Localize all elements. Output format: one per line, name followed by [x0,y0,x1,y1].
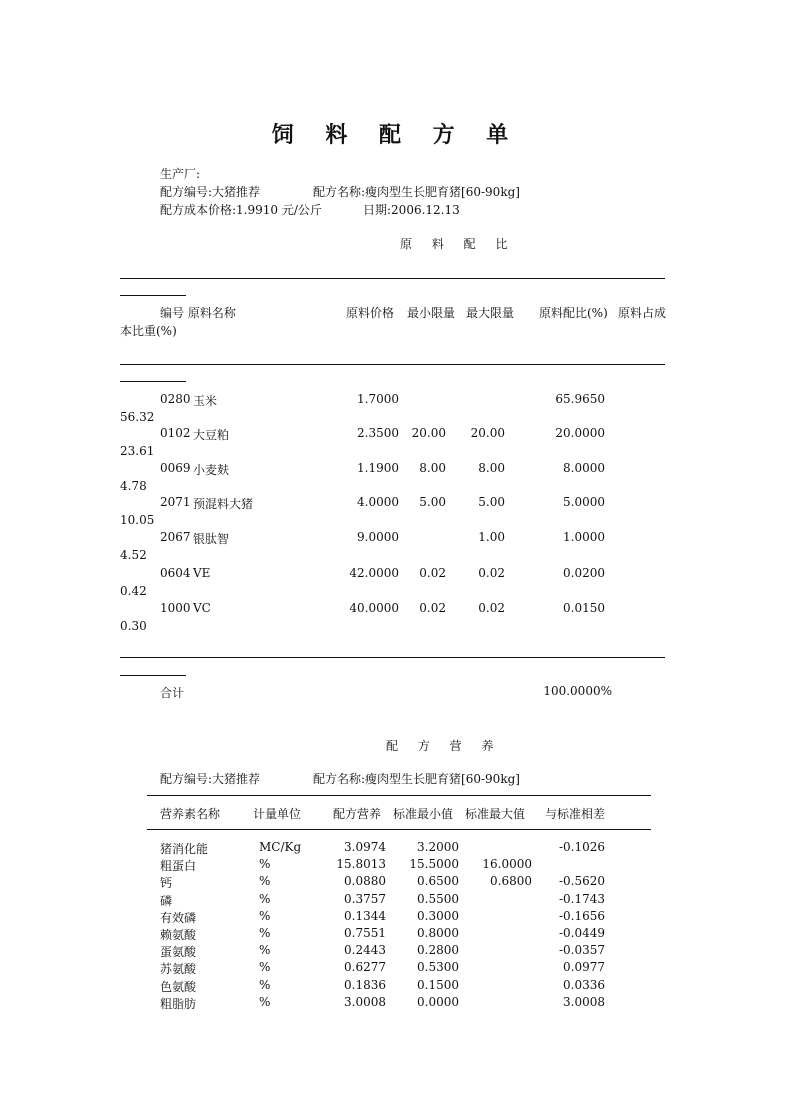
ingredient-code: 1000 [160,601,191,615]
divider [120,381,186,382]
col-std-max: 标准最大值 [465,807,526,821]
nutrient-unit: % [259,943,271,958]
nutrient-value: 3.0974 [344,840,386,854]
nutrient-unit: % [259,857,271,872]
nutrient-std-min: 0.0000 [417,994,459,1009]
nutrient-std-min: 0.1500 [417,977,459,992]
nutrient-std-min: 0.6500 [417,874,459,889]
ingredient-price: 2.3500 [357,426,399,440]
ingredient-max: 1.00 [478,530,505,544]
ingredient-cost-share: 4.78 [120,479,147,493]
divider [120,295,186,296]
nutrient-unit: % [259,891,271,906]
nutrient-std-min: 0.2800 [417,943,459,958]
nutrient-unit: % [259,874,271,889]
nutrient-value: 0.7551 [344,926,386,940]
ingredient-min: 0.02 [419,566,446,580]
nutrient-std-min: 15.5000 [409,857,459,872]
ingredient-name: 玉米 [193,394,218,408]
divider [147,829,651,830]
formula-date: 日期:2006.12.13 [363,203,460,217]
nutrient-diff: -0.5620 [558,874,605,889]
ingredient-code: 2071 [160,495,191,509]
nutrient-unit: % [259,994,271,1009]
divider [120,278,665,279]
ingredient-price: 40.0000 [349,601,399,615]
ingredient-cost-share: 23.61 [120,444,155,458]
nutrient-name: 色氨酸 [160,979,197,994]
ingredient-min: 8.00 [419,461,446,475]
ingredient-min: 5.00 [419,495,446,509]
nutrient-diff: 0.0977 [563,960,605,975]
col-price: 原料价格 [346,306,395,320]
nutrient-unit: MC/Kg [259,840,302,854]
nutrient-value: 0.3757 [344,891,386,906]
ingredient-name: 银肽智 [193,532,230,546]
nutrient-name: 粗蛋白 [160,859,197,874]
ingredient-price: 1.1900 [357,461,399,475]
col-min: 最小限量 [407,306,456,320]
total-value: 100.0000% [543,684,612,698]
col-nutrient-name: 营养素名称 [160,807,221,821]
nutrient-unit: % [259,977,271,992]
ingredient-price: 9.0000 [357,530,399,544]
nutrient-name: 蛋氨酸 [160,945,197,960]
ingredient-price: 1.7000 [357,392,399,406]
col-cost-share-cont: 本比重(%) [120,324,177,338]
col-std-min: 标准最小值 [393,807,454,821]
nutrient-name: 猪消化能 [160,842,209,856]
nutrient-name: 磷 [160,893,173,908]
ingredient-max: 0.02 [478,601,505,615]
col-cost-share: 原料占成 [618,306,667,320]
divider [147,795,651,796]
total-label: 合计 [160,686,185,700]
ingredient-price: 42.0000 [349,566,399,580]
ingredient-min: 20.00 [411,426,446,440]
nutrient-unit: % [259,926,271,940]
nutrient-value: 15.8013 [336,857,386,872]
nutrient-diff: -0.1656 [558,908,605,923]
col-unit: 计量单位 [253,807,302,821]
ingredient-min: 0.02 [419,601,446,615]
ingredient-cost-share: 0.30 [120,619,147,633]
ingredient-name: VC [193,601,211,615]
nutrient-value: 0.1344 [344,908,386,923]
ingredient-max: 20.00 [470,426,505,440]
ingredient-max: 0.02 [478,566,505,580]
col-ratio: 原料配比(%) [539,306,608,320]
ingredient-name: 预混料大猪 [193,497,254,511]
ingredient-code: 0604 [160,566,191,580]
nutrient-std-min: 0.8000 [417,926,459,940]
divider [120,675,186,676]
ingredient-name: 小麦麸 [193,463,230,477]
ingredient-max: 8.00 [478,461,505,475]
formula-cost: 配方成本价格:1.9910 元/公斤 [160,203,322,217]
nutrient-std-max: 0.6800 [490,874,532,889]
col-max: 最大限量 [466,306,515,320]
nutrient-value: 0.2443 [344,943,386,958]
ingredient-cost-share: 10.05 [120,513,155,527]
nutrient-diff: -0.1026 [558,840,605,854]
ingredient-ratio: 5.0000 [563,495,605,509]
ingredient-code: 2067 [160,530,191,544]
nutrition-section-title: 配 方 营 养 [386,739,502,753]
ingredient-price: 4.0000 [357,495,399,509]
ingredients-section-title: 原 料 配 比 [400,237,516,251]
divider [120,657,665,658]
nutrient-std-min: 0.5300 [417,960,459,975]
nutrient-unit: % [259,960,271,975]
nutrient-diff: -0.0449 [558,926,605,940]
ingredient-ratio: 8.0000 [563,461,605,475]
ingredient-max: 5.00 [478,495,505,509]
col-diff: 与标准相差 [545,807,606,821]
nutrition-formula-code: 配方编号:大猪推荐 [160,772,261,786]
ingredient-name: VE [193,566,211,580]
ingredient-cost-share: 4.52 [120,548,147,562]
col-code-name: 编号 原料名称 [160,306,236,320]
ingredient-ratio: 65.9650 [555,392,605,406]
nutrition-formula-name: 配方名称:瘦肉型生长肥育猪[60-90kg] [313,772,520,786]
ingredient-ratio: 20.0000 [555,426,605,440]
formula-name: 配方名称:瘦肉型生长肥育猪[60-90kg] [313,185,520,199]
ingredient-cost-share: 0.42 [120,584,147,598]
nutrient-diff: -0.1743 [558,891,605,906]
nutrient-std-max: 16.0000 [482,857,532,872]
col-value: 配方营养 [333,807,382,821]
nutrient-std-min: 0.3000 [417,908,459,923]
ingredient-ratio: 0.0150 [563,601,605,615]
ingredient-cost-share: 56.32 [120,410,155,424]
ingredient-ratio: 1.0000 [563,530,605,544]
nutrient-name: 粗脂肪 [160,996,197,1011]
nutrient-value: 0.6277 [344,960,386,975]
manufacturer-label: 生产厂: [160,167,201,181]
nutrient-value: 3.0008 [344,994,386,1009]
ingredient-code: 0102 [160,426,191,440]
nutrient-diff: -0.0357 [558,943,605,958]
nutrient-value: 0.0880 [344,874,386,889]
ingredient-ratio: 0.0200 [563,566,605,580]
nutrient-name: 苏氨酸 [160,962,197,977]
divider [120,364,665,365]
ingredient-code: 0280 [160,392,191,406]
nutrient-unit: % [259,908,271,923]
nutrient-diff: 0.0336 [563,977,605,992]
ingredient-name: 大豆粕 [193,428,230,442]
ingredient-code: 0069 [160,461,191,475]
nutrient-diff: 3.0008 [563,994,605,1009]
nutrient-value: 0.1836 [344,977,386,992]
page-title: 饲 料 配 方 单 [271,122,521,148]
nutrient-name: 赖氨酸 [160,928,197,942]
nutrient-name: 有效磷 [160,910,197,925]
formula-code: 配方编号:大猪推荐 [160,185,261,199]
nutrient-name: 钙 [160,876,173,891]
nutrient-std-min: 0.5500 [417,891,459,906]
nutrient-std-min: 3.2000 [417,840,459,854]
